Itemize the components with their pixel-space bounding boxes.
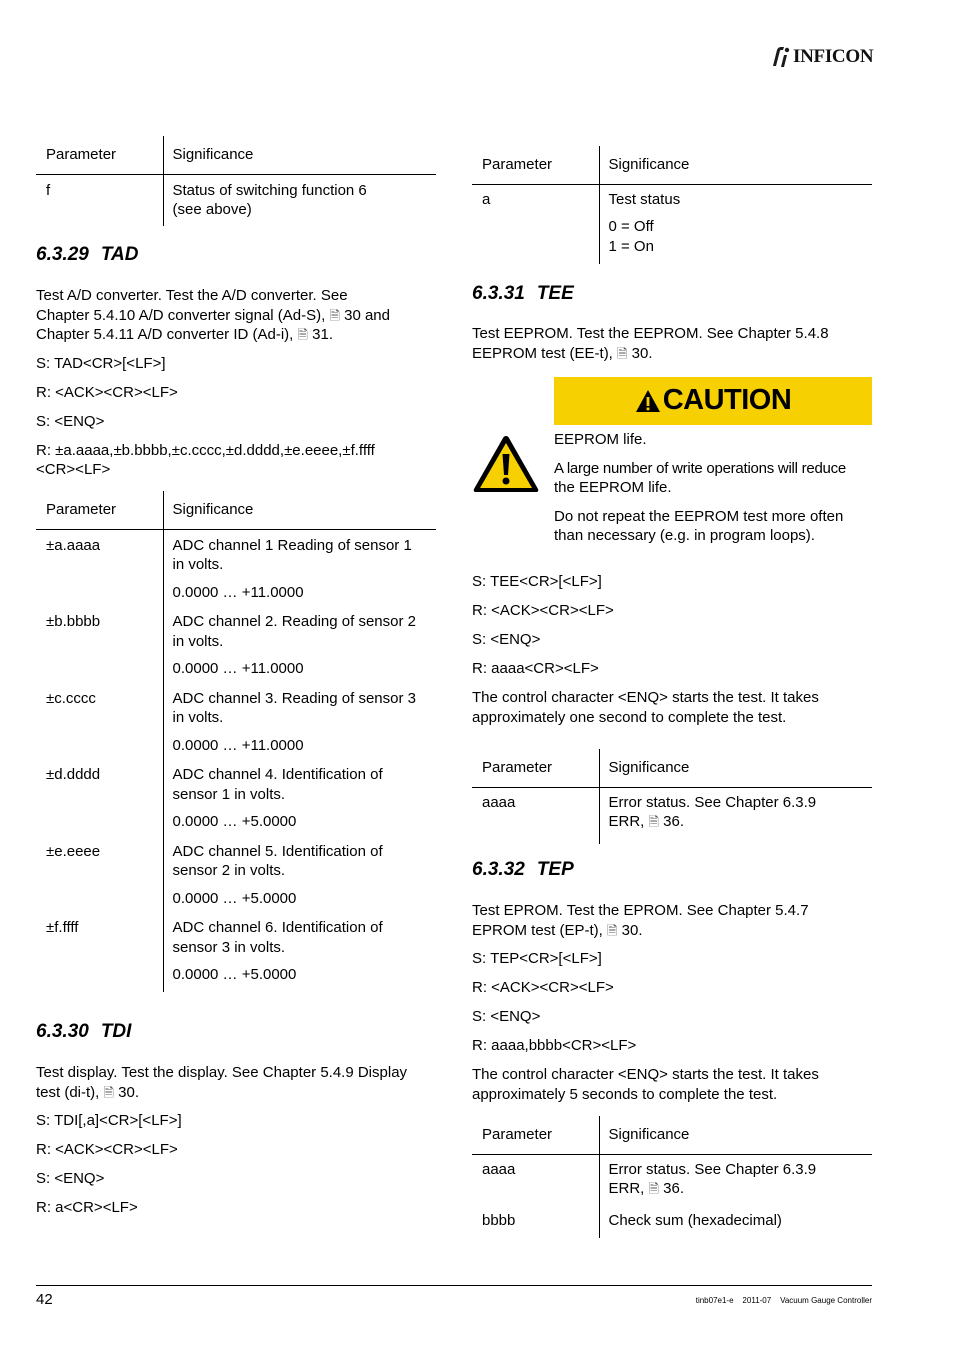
tdi-parameter-table <box>472 146 872 264</box>
table-row <box>472 1211 872 1239</box>
significance-line: (see above) <box>172 201 252 218</box>
table-row <box>36 529 436 612</box>
page-ref-icon: 🗎 <box>297 327 308 342</box>
section-description: Test A/D converter. Test the A/D converter. See Chapter 5.4.10 A/D converter signal (Ad-S), 🗎 30 and Chapter 5.4.11 A/D converter ID (Ad-i), 🗎 31. <box>36 287 390 343</box>
tee-commands <box>472 572 872 727</box>
inficon-logo <box>770 46 873 68</box>
significance-line: ADC channel 3. Reading of sensor 3 <box>172 689 416 707</box>
significance-line: sensor 3 in volts. <box>172 938 286 956</box>
caution-banner <box>554 377 872 425</box>
command-line: R: aaaa<CR><LF> <box>472 660 599 677</box>
note-line: approximately one second to complete the test. <box>472 708 787 726</box>
table-row <box>472 1154 872 1211</box>
significance-line: sensor 1 in volts. <box>172 785 286 803</box>
table-header-parameter: Parameter <box>472 1116 599 1154</box>
caution-line: than necessary (e.g. in program loops). <box>554 527 815 544</box>
section-heading: 6.3.32 TEP <box>472 859 574 880</box>
table-header-parameter: Parameter <box>472 146 599 184</box>
significance-line: Error status. See Chapter 6.3.9 <box>608 793 817 811</box>
command-line: R: <ACK><CR><LF> <box>36 383 178 401</box>
command-line: R: ±a.aaaa,±b.bbbb,±c.cccc,±d.dddd,±e.eeee,±f.ffff <box>36 441 375 459</box>
note-line: The control character <ENQ> starts the test. It takes <box>472 689 819 706</box>
significance-line: ERR, 🗎 36. <box>608 813 684 830</box>
section-description: Test EPROM. Test the EPROM. See Chapter 5.4.7 EPROM test (EP-t), 🗎 30. <box>472 902 809 939</box>
note-line: approximately 5 seconds to complete the test. <box>472 1085 778 1103</box>
command-line: R: a<CR><LF> <box>36 1199 138 1216</box>
value-range: 0.0000 … +11.0000 <box>172 660 304 677</box>
significance-line: ADC channel 1 Reading of sensor 1 <box>172 536 412 554</box>
param-cell: f <box>46 181 51 199</box>
significance-line: ADC channel 5. Identification of <box>172 842 383 860</box>
significance-line: sensor 2 in volts. <box>172 862 286 879</box>
value-range: 0.0000 … +5.0000 <box>172 966 297 983</box>
significance-line: Test status <box>608 190 681 208</box>
significance-line: ERR, 🗎 36. <box>608 1180 684 1197</box>
significance-line: ADC channel 4. Identification of <box>172 766 383 783</box>
significance-line: 0 = Off <box>608 218 654 235</box>
tee-parameter-table <box>472 749 872 844</box>
section-tee <box>472 283 872 363</box>
section-heading: 6.3.31 TEE <box>472 283 574 304</box>
table-header-significance: Significance <box>599 749 872 787</box>
note-line: The control character <ENQ> starts the test. It takes <box>472 1066 819 1083</box>
caution-line: Do not repeat the EEPROM test more often <box>554 507 844 525</box>
caution-line: the EEPROM life. <box>554 479 672 496</box>
section-description: Test display. Test the display. See Chapter 5.4.9 Display test (di-t), 🗎 30. <box>36 1064 408 1101</box>
section-tdi <box>36 1021 436 1218</box>
page-ref-icon: 🗎 <box>103 1084 114 1100</box>
section-tep <box>472 859 872 1104</box>
significance-line: Check sum (hexadecimal) <box>599 1211 872 1239</box>
significance-line: ADC channel 6. Identification of <box>172 919 383 936</box>
param-cell: a <box>482 190 491 208</box>
page-number: 42 <box>36 1291 53 1308</box>
value-range: 0.0000 … +5.0000 <box>172 889 297 907</box>
command-line: R: <ACK><CR><LF> <box>472 602 614 619</box>
command-line: R: aaaa,bbbb<CR><LF> <box>472 1037 637 1054</box>
command-line: S: <ENQ> <box>472 1008 541 1025</box>
table-row <box>472 787 872 844</box>
command-line: S: TEE<CR>[<LF>] <box>472 573 602 590</box>
command-line: S: <ENQ> <box>472 631 541 648</box>
caution-line: A large number of write operations will reduce <box>554 459 846 477</box>
table-row <box>36 174 436 226</box>
table-header-parameter: Parameter <box>36 491 163 529</box>
table-header-significance: Significance <box>599 1116 872 1154</box>
command-line: R: <ACK><CR><LF> <box>472 979 614 996</box>
param-cell: ±f.ffff <box>46 919 79 936</box>
table-header-significance: Significance <box>163 136 436 174</box>
significance-line: Error status. See Chapter 6.3.9 <box>608 1160 817 1178</box>
table-row <box>36 689 436 766</box>
param-cell: ±c.cccc <box>46 689 96 707</box>
document-info: tinb07e1-e 2011-07 Vacuum Gauge Controller <box>695 1296 872 1305</box>
command-line: S: TEP<CR>[<LF>] <box>472 950 602 967</box>
tep-parameter-table <box>472 1116 872 1238</box>
command-line: <CR><LF> <box>36 461 111 478</box>
table-header-significance: Significance <box>599 146 872 184</box>
table-row <box>472 184 872 264</box>
param-cell: ±d.dddd <box>46 766 101 783</box>
value-range: 0.0000 … +5.0000 <box>172 813 297 830</box>
section-heading: 6.3.29 TAD <box>36 244 139 265</box>
table-row <box>36 918 436 992</box>
significance-line: ADC channel 2. Reading of sensor 2 <box>172 613 416 630</box>
footer-divider <box>36 1285 872 1286</box>
table-header-parameter: Parameter <box>36 136 163 174</box>
logo-wordmark: INFICON <box>793 46 874 68</box>
tad-parameter-table <box>36 491 436 992</box>
significance-line: in volts. <box>172 556 224 573</box>
table-row <box>36 612 436 689</box>
param-cell: aaaa <box>482 1160 516 1178</box>
significance-line: 1 = On <box>608 237 654 255</box>
significance-line: Status of switching function 6 <box>172 181 367 199</box>
significance-line: in volts. <box>172 632 224 650</box>
inficon-logo-mark-icon <box>770 46 790 68</box>
command-line: S: <ENQ> <box>36 412 105 430</box>
caution-label: CAUTION <box>662 384 792 417</box>
param-cell: aaaa <box>482 793 516 811</box>
command-line: S: <ENQ> <box>36 1170 105 1187</box>
page-ref-icon: 🗎 <box>648 814 659 829</box>
caution-text-block <box>554 430 874 546</box>
significance-line: in volts. <box>172 709 224 726</box>
param-cell: ±a.aaaa <box>46 536 101 554</box>
param-cell: ±e.eeee <box>46 842 101 860</box>
page-ref-icon: 🗎 <box>329 307 340 323</box>
caution-line: EEPROM life. <box>554 431 647 448</box>
param-cell: ±b.bbbb <box>46 613 101 630</box>
page-ref-icon: 🗎 <box>648 1181 659 1196</box>
caution-warning-icon <box>472 434 540 500</box>
warning-icon <box>472 434 540 494</box>
section-heading: 6.3.30 TDI <box>36 1021 132 1042</box>
command-line: R: <ACK><CR><LF> <box>36 1141 178 1158</box>
command-line: S: TAD<CR>[<LF>] <box>36 354 166 372</box>
value-range: 0.0000 … +11.0000 <box>172 583 304 601</box>
table-header-parameter: Parameter <box>472 749 599 787</box>
table-header-significance: Significance <box>163 491 436 529</box>
page-ref-icon: 🗎 <box>617 345 628 361</box>
param-cell: bbbb <box>482 1211 516 1229</box>
value-range: 0.0000 … +11.0000 <box>172 736 304 754</box>
table-row <box>36 842 436 919</box>
switching-function-table <box>36 136 436 226</box>
command-line: S: TDI[,a]<CR>[<LF>] <box>36 1112 182 1129</box>
table-row <box>36 765 436 842</box>
section-tad <box>36 244 436 480</box>
page-ref-icon: 🗎 <box>607 922 618 938</box>
section-description: Test EEPROM. Test the EEPROM. See Chapter 5.4.8 EEPROM test (EE-t), 🗎 30. <box>472 325 829 362</box>
warning-triangle-icon <box>635 389 661 413</box>
